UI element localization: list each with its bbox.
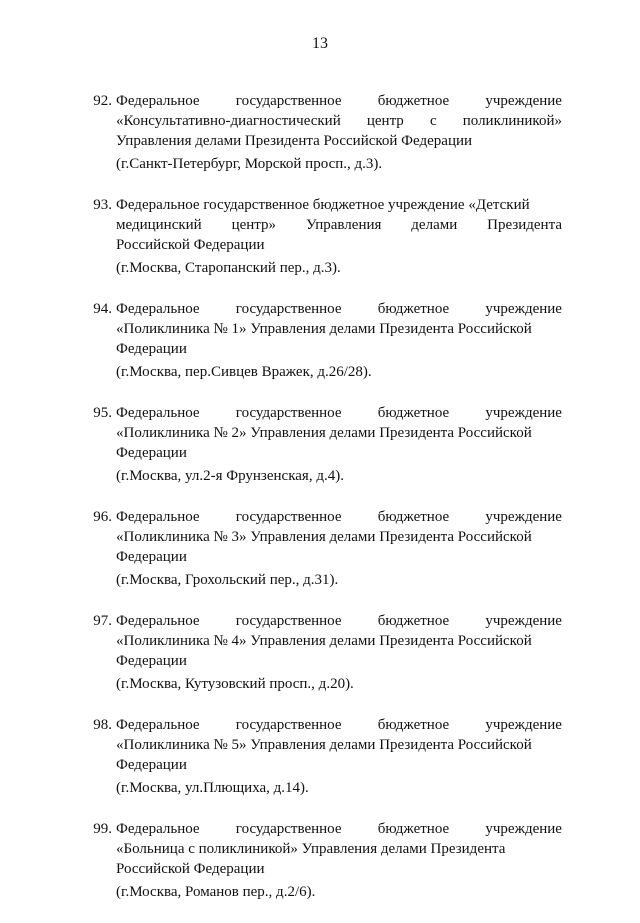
entry-word: учреждение [485,405,562,421]
entry-word: бюджетное [377,509,450,525]
entry-word: государственное [235,717,342,733]
entry-line: «Поликлиника № 4» Управления делами Президента Российской [116,633,532,649]
entry-address: (г.Москва, пер.Сивцев Вражек, д.26/28). [116,364,372,380]
entry-line: «Больница с поликлиникой» Управления делами Президента [116,841,506,857]
entry-body [116,507,562,590]
entry-word: Федеральное [116,821,200,837]
entry-word: государственное [235,509,342,525]
entry-body [116,195,562,278]
list-item [68,91,568,174]
entry-line: «Поликлиника № 3» Управления делами Президента Российской [116,529,532,545]
entry-number: 94. [93,301,112,317]
entry-word: учреждение [485,301,562,317]
entry-address: (г.Москва, ул.Плющиха, д.14). [116,780,309,796]
entry-word: бюджетное [377,405,450,421]
entry-address: (г.Санкт-Петербург, Морской просп., д.3). [116,156,383,172]
entry-address: (г.Москва, Кутузовский просп., д.20). [116,676,354,692]
entry-line: Российской Федерации [116,237,265,253]
entry-line: Федерации [116,445,187,461]
entry-word: Президента [487,217,562,233]
entry-word: с [429,113,437,129]
entry-word: «Консультативно-диагностический [116,113,341,129]
entry-word: медицинский [116,217,202,233]
list-item [68,403,568,486]
entry-word: Федеральное [116,405,200,421]
entry-word: государственное [235,613,342,629]
entry-word: Управления [305,217,382,233]
entry-word: Федеральное [116,301,200,317]
entry-word: бюджетное [377,821,450,837]
entry-word: бюджетное [377,717,450,733]
entry-number: 97. [93,613,112,629]
entry-word: учреждение [485,93,562,109]
list-item [68,715,568,798]
entry-word: бюджетное [377,93,450,109]
entry-number: 98. [93,717,112,733]
entry-line: Федерации [116,549,187,565]
entry-body [116,403,562,486]
entry-address: (г.Москва, Старопанский пер., д.3). [116,260,341,276]
entry-body [116,715,562,798]
entry-line: Федерации [116,341,187,357]
entry-line: Федерации [116,653,187,669]
list-item [68,299,568,382]
entry-line [116,215,562,235]
entry-number: 99. [93,821,112,837]
entry-line: Федеральное государственное бюджетное учреждение «Детский [116,197,530,213]
entry-list [68,91,568,923]
entry-body [116,299,562,382]
list-item [68,195,568,278]
entry-word: Федеральное [116,717,200,733]
list-item [68,507,568,590]
entry-address: (г.Москва, Романов пер., д.2/6). [116,884,316,900]
entry-line [116,819,562,839]
entry-line [116,91,562,111]
entry-line: «Поликлиника № 1» Управления делами Президента Российской [116,321,532,337]
entry-number: 93. [93,197,112,213]
entry-line: «Поликлиника № 5» Управления делами Президента Российской [116,737,532,753]
entry-body [116,611,562,694]
entry-word: учреждение [485,509,562,525]
entry-number: 96. [93,509,112,525]
entry-word: бюджетное [377,301,450,317]
entry-word: центр» [231,217,277,233]
entry-line [116,611,562,631]
entry-body [116,91,562,174]
entry-body [116,819,562,902]
entry-address: (г.Москва, Грохольский пер., д.31). [116,572,339,588]
entry-line: «Поликлиника № 2» Управления делами Президента Российской [116,425,532,441]
entry-word: государственное [235,301,342,317]
list-item [68,611,568,694]
entry-word: Федеральное [116,93,200,109]
entry-word: учреждение [485,613,562,629]
entry-word: поликлиникой» [462,113,562,129]
entry-line: Управления делами Президента Российской Федерации [116,133,473,149]
list-item [68,819,568,902]
entry-line [116,299,562,319]
entry-line: Федерации [116,757,187,773]
entry-word: учреждение [485,717,562,733]
entry-word: государственное [235,93,342,109]
entry-number: 95. [93,405,112,421]
entry-word: центр [366,113,404,129]
entry-word: государственное [235,821,342,837]
entry-line [116,507,562,527]
entry-word: Федеральное [116,509,200,525]
entry-line [116,403,562,423]
entry-word: бюджетное [377,613,450,629]
entry-word: учреждение [485,821,562,837]
page-number: 13 [312,35,328,52]
entry-address: (г.Москва, ул.2-я Фрунзенская, д.4). [116,468,344,484]
entry-word: делами [411,217,458,233]
entry-word: Федеральное [116,613,200,629]
entry-line: Российской Федерации [116,861,265,877]
entry-word: государственное [235,405,342,421]
entry-line [116,715,562,735]
entry-line [116,111,562,131]
entry-number: 92. [93,93,112,109]
